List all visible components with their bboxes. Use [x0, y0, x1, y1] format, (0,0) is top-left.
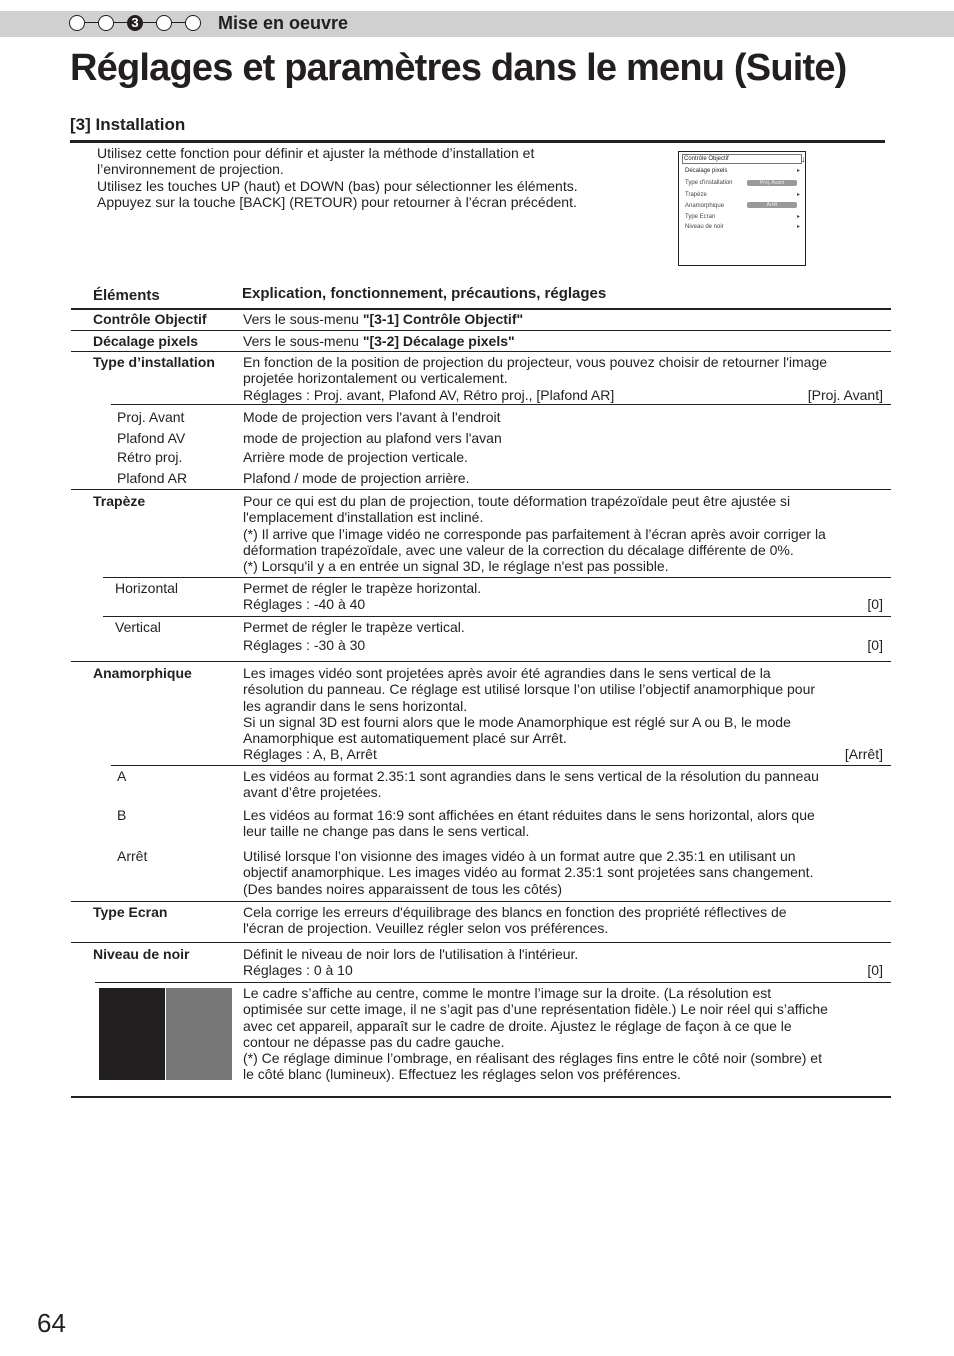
page-title: Réglages et paramètres dans le menu (Suite): [70, 47, 847, 89]
settings-line: [243, 596, 883, 612]
default-value: [0]: [867, 962, 883, 979]
menu-item-niveau-noir: Niveau de noir: [685, 224, 724, 230]
desc-line: (*) Il arrive que l’image vidéo ne corresponde pas parfaitement à l’écran après avoir corriger la: [243, 525, 826, 542]
settings-text: Réglages : -30 à 30: [243, 636, 366, 653]
header-bar: [0, 11, 954, 37]
desc-line: Pour ce qui est du plan de projection, toute déformation trapézoïdale peut être ajustée si: [243, 493, 791, 509]
intro-line: Utilisez cette fonction pour définir et ajuster la méthode d’installation et: [97, 145, 535, 161]
sub-name-a: A: [117, 768, 127, 784]
row-name-niveau-noir: Niveau de noir: [93, 946, 190, 962]
row-rule: [103, 616, 891, 617]
row-rule: [111, 765, 891, 766]
step-5: [185, 15, 201, 31]
option-desc: Plafond / mode de projection arrière.: [243, 470, 470, 486]
row-rule: [103, 577, 891, 578]
desc-line: Les vidéos au format 16:9 sont affichées en étant réduites dans le sens horizontal, alors que: [243, 807, 815, 823]
subsection-title: [3] Installation: [70, 115, 186, 134]
desc-line: l'emplacement d'installation est incliné.: [243, 509, 484, 526]
desc-line: Permet de régler le trapèze horizontal.: [243, 580, 482, 596]
intro-line: l’environnement de projection.: [97, 161, 284, 178]
desc-text: Vers le sous-menu: [243, 333, 363, 349]
menu-item-type-installation: Type d'installation: [685, 180, 733, 186]
desc-line: (*) Lorsqu'il y a en entrée un signal 3D, le réglage n'est pas possible.: [243, 558, 669, 575]
desc-line: leur taille ne change pas dans le sens vertical.: [243, 823, 530, 840]
gray-frame-sample: [166, 988, 232, 1080]
column-header-elements: Éléments: [93, 287, 160, 304]
menu-title: Contrôle Objectif: [682, 154, 802, 164]
option-desc: mode de projection au plafond vers l'avan: [243, 430, 502, 446]
intro-line: Utilisez les touches UP (haut) et DOWN (bas) pour sélectionner les éléments.: [97, 177, 578, 194]
niveau-noir-note: [243, 985, 883, 1083]
step-1: [69, 15, 85, 31]
section-label: Mise en oeuvre: [218, 13, 349, 33]
row-desc-decalage-pixels: [243, 333, 883, 349]
desc-line: Le cadre s’affiche au centre, comme le montre l’image sur la droite. (La résolution est: [243, 985, 772, 1001]
default-value: [Proj. Avant]: [807, 386, 883, 403]
sub-name-vertical: Vertical: [115, 619, 161, 635]
desc-line: Les images vidéo sont projetées après avoir été agrandies dans le sens vertical de la: [243, 665, 771, 681]
desc-line: Utilisé lorsque l’on visionne des images vidéo à un format autre que 2.35:1 en utilisant un: [243, 848, 796, 864]
arrow-right-icon: ▸: [797, 192, 801, 198]
arrow-right-icon: ▸: [797, 168, 801, 174]
desc-line: (Des bandes noires apparaissent de tous les côtés): [243, 880, 563, 897]
sub-desc-arret: [243, 848, 883, 897]
arrow-right-icon: ▸: [797, 214, 801, 220]
header-rule: [71, 308, 891, 310]
settings-line: [243, 962, 883, 978]
desc-line: Les vidéos au format 2.35:1 sont agrandies dans le sens vertical de la résolution du panneau: [243, 768, 819, 784]
desc-line: optimisée sur cette image, il ne s’agit pas d’une représentation fidèle.) Le noir réel qui s’affiche: [243, 1001, 828, 1018]
menu-item-type-ecran: Type Ecran: [685, 214, 716, 220]
black-frame-sample: [99, 988, 165, 1080]
row-name-trapeze: Trapèze: [93, 493, 146, 509]
row-desc-type-installation: [243, 354, 883, 403]
menu-value-anamorphique: Arrêt: [747, 202, 797, 208]
menu-value-type-installation: Proj. Avant: [747, 180, 797, 186]
default-value: [Arrêt]: [844, 746, 883, 763]
desc-line: Cela corrige les erreurs d'équilibrage des blancs en fonction des propriété réflectives de: [243, 904, 787, 920]
subsection-rule: [70, 140, 885, 143]
row-name-controle-objectif: Contrôle Objectif: [93, 311, 207, 327]
desc-line: Permet de régler le trapèze vertical.: [243, 619, 465, 635]
row-name-anamorphique: Anamorphique: [93, 665, 192, 681]
row-desc-anamorphique: [243, 665, 883, 763]
row-name-decalage-pixels: Décalage pixels: [93, 333, 199, 349]
row-rule: [111, 404, 891, 405]
option-name: Proj. Avant: [117, 409, 185, 425]
desc-line: l'écran de projection. Veuillez régler selon vos préférences.: [243, 920, 609, 937]
desc-line: avant d’être projetées.: [243, 784, 382, 801]
settings-line: [243, 387, 883, 403]
desc-line: Anamorphique est automatiquement placé sur Arrêt.: [243, 730, 567, 747]
sub-name-arret: Arrêt: [117, 848, 148, 864]
desc-line: Définit le niveau de noir lors de l'utilisation à l'intérieur.: [243, 946, 579, 962]
intro-line: Appuyez sur la touche [BACK] (RETOUR) pour retourner à l’écran précédent.: [97, 194, 577, 211]
row-name-type-ecran: Type Ecran: [93, 904, 168, 920]
arrow-right-icon: ▸: [797, 224, 801, 230]
desc-line: Si un signal 3D est fourni alors que le mode Anamorphique est réglé sur A ou B, le mode: [243, 713, 791, 730]
desc-line: En fonction de la position de projection du projecteur, vous pouvez choisir de retourner l'image: [243, 354, 828, 370]
option-desc: Mode de projection vers l'avant à l'endroit: [243, 409, 501, 425]
sub-name-horizontal: Horizontal: [115, 580, 179, 596]
option-name: Rétro proj.: [117, 449, 183, 465]
submenu-reference: "[3-2] Décalage pixels": [362, 333, 515, 349]
settings-text: Réglages : Proj. avant, Plafond AV, Rétro proj., [Plafond AR]: [243, 386, 615, 403]
step-3-current: 3: [127, 15, 143, 31]
sub-desc-vertical: [243, 619, 883, 653]
row-rule: [71, 901, 891, 902]
row-rule: [71, 330, 891, 331]
row-rule: [71, 942, 891, 943]
sub-desc-a: [243, 768, 883, 801]
menu-item-trapeze: Trapèze: [685, 192, 707, 198]
desc-line: résolution du panneau. Ce réglage est utilisé lorsque l’on utilise l’objectif anamorphique pour: [243, 681, 816, 698]
settings-text: Réglages : 0 à 10: [243, 962, 353, 979]
submenu-reference: "[3-1] Contrôle Objectif": [362, 311, 524, 327]
cursor-icon: ↓: [801, 154, 806, 164]
desc-text: Vers le sous-menu: [243, 311, 363, 327]
desc-line: objectif anamorphique. Les images vidéo au format 2.35:1 sont projetées sans changement.: [243, 864, 814, 881]
page-number: 64: [37, 1308, 66, 1338]
row-rule: [71, 661, 891, 662]
settings-line: [243, 746, 883, 762]
settings-text: Réglages : -40 à 40: [243, 596, 366, 613]
row-desc-trapeze: [243, 493, 883, 574]
sub-desc-horizontal: [243, 580, 883, 613]
menu-item-decalage: Décalage pixels: [685, 168, 728, 174]
option-name: Plafond AR: [117, 470, 188, 486]
desc-line: le côté blanc (lumineux). Effectuez les réglages selon vos préférences.: [243, 1066, 681, 1083]
menu-item-anamorphique: Anamorphique: [685, 203, 725, 209]
default-value: [0]: [867, 596, 883, 613]
intro-text: [97, 145, 657, 211]
row-name-type-installation: Type d’installation: [93, 354, 215, 370]
menu-screenshot: [678, 151, 806, 266]
step-4: [156, 15, 172, 31]
row-desc-type-ecran: [243, 904, 883, 937]
column-header-explanation: Explication, fonctionnement, précautions, réglages: [242, 285, 607, 302]
desc-line: déformation trapézoïdale, avec une valeur de la correction du décalage différente de 0%.: [243, 541, 794, 558]
option-name: Plafond AV: [117, 430, 186, 446]
row-desc-controle-objectif: [243, 311, 883, 327]
row-rule: [71, 351, 891, 352]
desc-line: avec cet appareil, apparaît sur le cadre de droite. Ajustez le réglage de façon à ce que le: [243, 1017, 792, 1034]
desc-line: contour ne dépasse pas du cadre gauche.: [243, 1033, 505, 1050]
default-value: [0]: [867, 636, 883, 653]
row-desc-niveau-noir: [243, 946, 883, 979]
row-rule: [71, 489, 891, 490]
desc-line: projetée horizontalement ou verticalement.: [243, 370, 508, 387]
settings-text: Réglages : A, B, Arrêt: [243, 746, 377, 763]
desc-line: les agrandir dans le sens horizontal.: [243, 697, 468, 714]
step-2: [98, 15, 114, 31]
sub-desc-b: [243, 807, 883, 840]
desc-line: (*) Ce réglage diminue l’ombrage, en réalisant des réglages fins entre le côté noir (sombre) et: [243, 1050, 822, 1067]
row-rule: [95, 982, 891, 983]
sub-name-b: B: [117, 807, 127, 823]
option-desc: Arrière mode de projection verticale.: [243, 449, 468, 465]
settings-line: [243, 637, 883, 653]
table-bottom-rule: [71, 1096, 891, 1098]
